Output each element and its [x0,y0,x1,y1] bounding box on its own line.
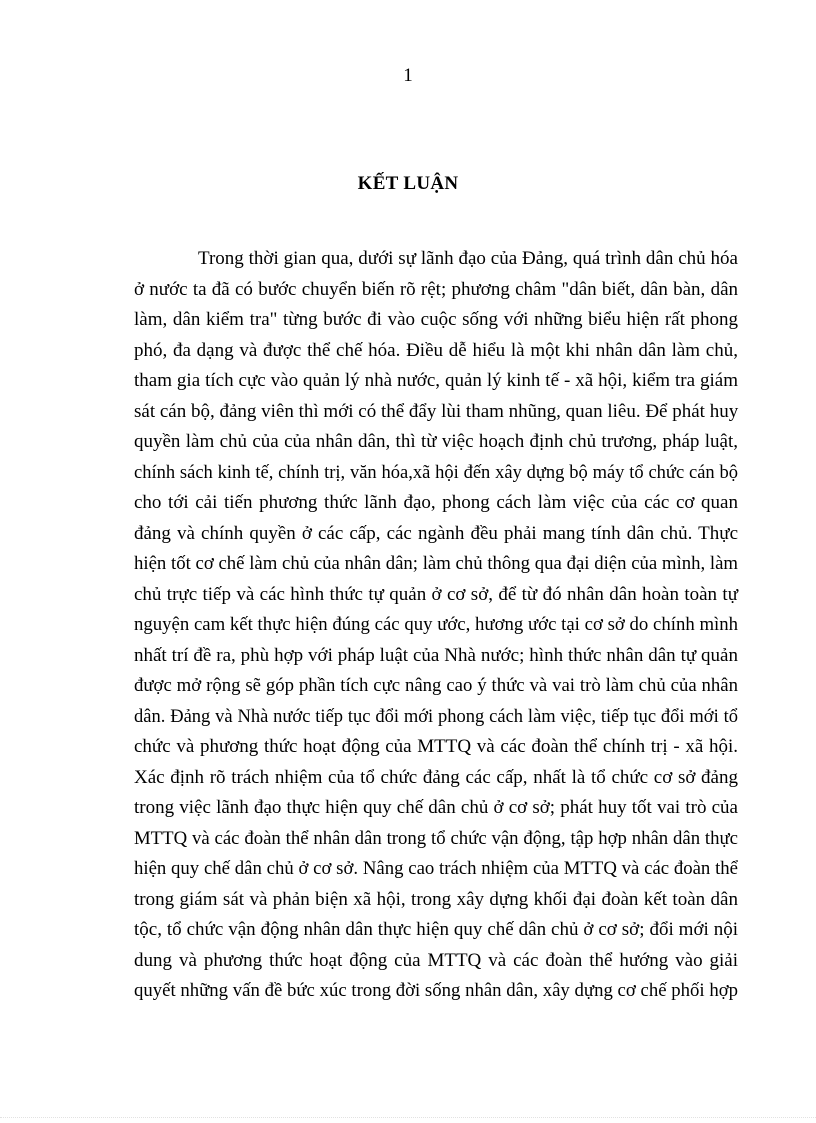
text-line: tham gia tích cực vào quản lý nhà nước, quản lý kinh tế - xã hội, kiểm tra giám [134,370,738,391]
text-line: tộc, tổ chức vận động nhân dân thực hiện quy chế dân chủ ở cơ sở; đổi mới nội [134,919,738,940]
text-line: chủ trực tiếp và các hình thức tự quản ở cơ sở, để từ đó nhân dân hoàn toàn tự [134,583,738,605]
page-title: KẾT LUẬN [357,173,459,194]
text-line: chức và phương thức hoạt động của MTTQ và các đoàn thể chính trị - xã hội. [134,736,738,757]
text-line: trong việc lãnh đạo thực hiện quy chế dân chủ ở cơ sở; phát huy tốt vai trò của [134,797,738,818]
text-line: trong giám sát và phản biện xã hội, trong xây dựng khối đại đoàn kết toàn dân [134,888,738,910]
text-line: phó, đa dạng và được thể chế hóa. Điều dễ hiểu là một khi nhân dân làm chủ, [134,339,738,361]
text-line: quyền làm chủ của của nhân dân, thì từ việc hoạch định chủ trương, pháp luật, [134,431,738,452]
text-line: cho tới cải tiến phương thức lãnh đạo, phong cách làm việc của các cơ quan [134,492,738,513]
text-line: Trong thời gian qua, dưới sự lãnh đạo của Đảng, quá trình dân chủ hóa [198,248,738,269]
body-paragraph [134,244,738,1007]
text-line: MTTQ và các đoàn thể nhân dân trong tổ chức vận động, tập hợp nhân dân thực [134,827,738,849]
text-line: nguyện cam kết thực hiện đúng các quy ước, hương ước tại cơ sở do chính mình [134,614,738,635]
text-line: nhất trí đề ra, phù hợp với pháp luật của Nhà nước; hình thức nhân dân tự quản [134,644,738,666]
text-line: sát cán bộ, đảng viên thì mới có thể đẩy lùi tham nhũng, quan liêu. Để phát huy [134,400,739,422]
page-number: 1 [403,65,413,86]
text-line: quyết những vấn đề bức xúc trong đời sống nhân dân, xây dựng cơ chế phối hợp [134,980,738,1001]
text-line: dung và phương thức hoạt động của MTTQ và các đoàn thể hướng vào giải [134,949,738,971]
text-line: làm, dân kiểm tra" từng bước đi vào cuộc sống với những biểu hiện rất phong [134,309,738,330]
text-line: Xác định rõ trách nhiệm của tổ chức đảng các cấp, nhất là tổ chức cơ sở đảng [134,766,738,788]
text-line: hiện quy chế dân chủ ở cơ sở. Nâng cao trách nhiệm của MTTQ và các đoàn thể [134,858,738,879]
text-line: hiện tốt cơ chế làm chủ của nhân dân; làm chủ thông qua đại diện của mình, làm [134,553,738,574]
text-line: ở nước ta đã có bước chuyển biến rõ rệt; phương châm "dân biết, dân bàn, dân [134,278,738,300]
text-line: chính sách kinh tế, chính trị, văn hóa,xã hội đến xây dựng bộ máy tổ chức cán bộ [134,462,738,483]
text-line: được mở rộng sẽ góp phần tích cực nâng cao ý thức và vai trò làm chủ của nhân [134,675,738,696]
page-bottom-divider [0,1117,816,1118]
text-line: đảng và chính quyền ở các cấp, các ngành đều phải mang tính dân chủ. Thực [134,522,738,544]
text-line: dân. Đảng và Nhà nước tiếp tục đổi mới phong cách làm việc, tiếp tục đổi mới tổ [134,706,738,727]
